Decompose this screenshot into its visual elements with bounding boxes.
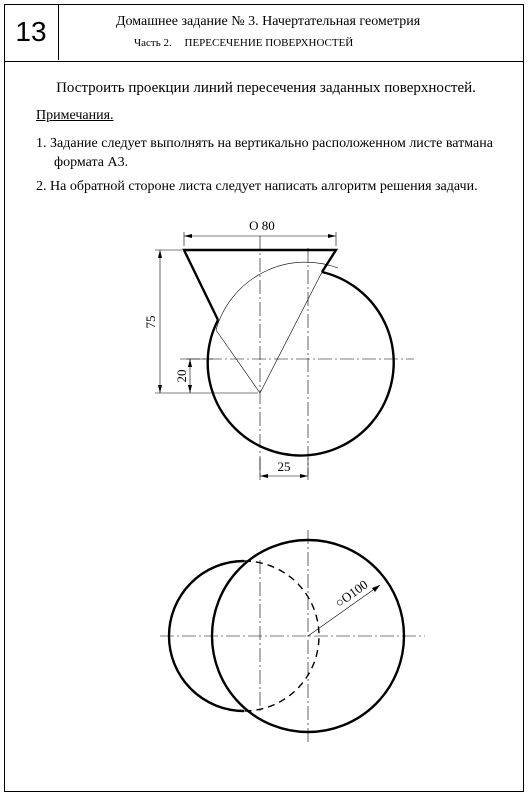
task-statement: Построить проекции линий пересечения заданных поверхностей. xyxy=(56,80,476,96)
assignment-title: Домашнее задание № 3. Начертательная геометрия xyxy=(116,14,421,29)
sphere-outline xyxy=(208,272,394,456)
cone-generator-right xyxy=(260,272,322,393)
front-view xyxy=(155,232,414,480)
sphere-thin-arc xyxy=(216,262,338,330)
notes-heading: Примечания. xyxy=(36,108,114,123)
task-number: 13 xyxy=(4,4,59,60)
dim-label-top-diameter: O 80 xyxy=(249,218,275,233)
part-title: ПЕРЕСЕЧЕНИЕ ПОВЕРХНОСТЕЙ xyxy=(184,37,354,49)
leader-arrow xyxy=(372,585,380,592)
arrowheads xyxy=(158,234,336,478)
top-view xyxy=(160,530,425,742)
dim-label-offset: 20 xyxy=(174,369,189,383)
dim-label-height: 75 xyxy=(143,315,158,329)
dim-label-sphere-diameter: ○O100 xyxy=(331,576,371,611)
note-line: формата А3. xyxy=(54,155,129,170)
cone-generator-left xyxy=(216,330,260,393)
note-line: 2. На обратной стороне листа следует написать алгоритм решения задачи. xyxy=(36,179,478,194)
dim-label-horizontal-offset: 25 xyxy=(277,459,291,474)
note-line: 1. Задание следует выполнять на вертикально расположенном листе ватмана xyxy=(36,136,493,151)
part-label: Часть 2. xyxy=(134,37,172,49)
